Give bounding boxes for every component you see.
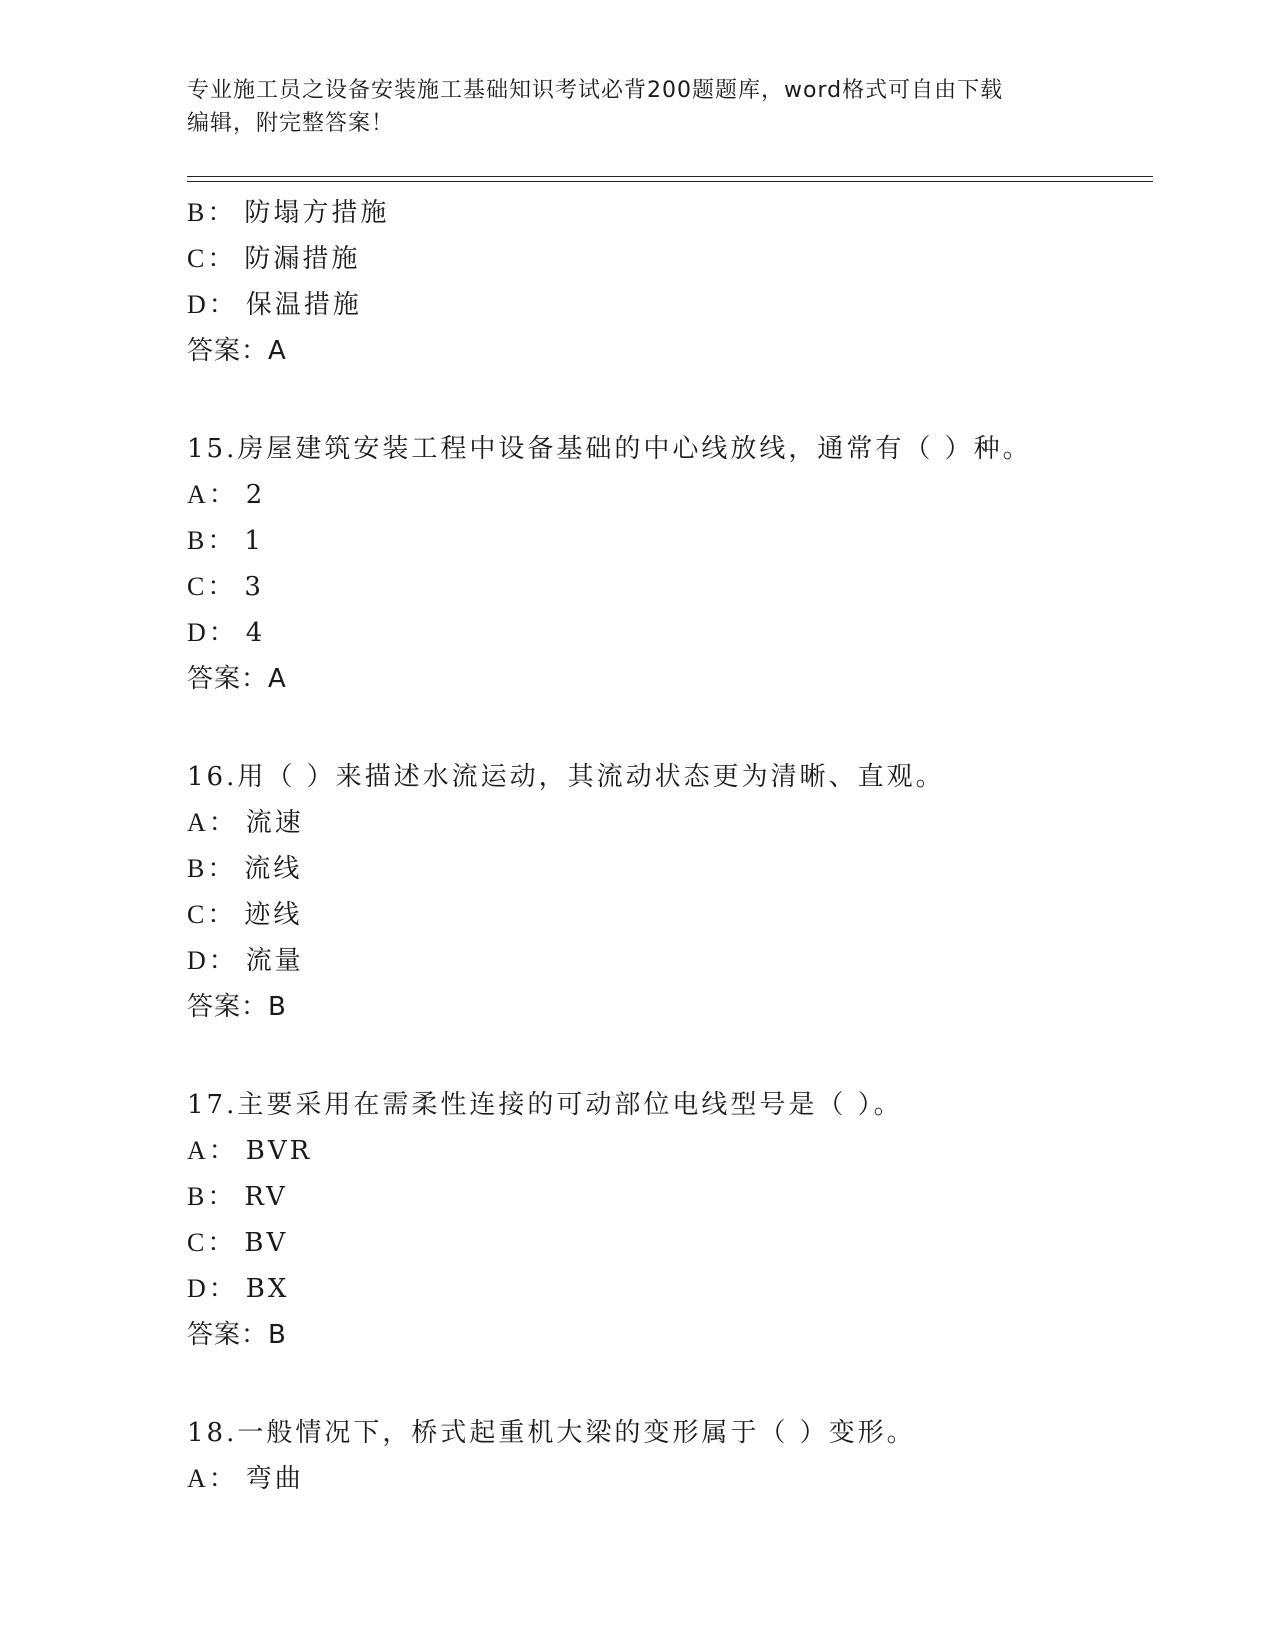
- header-line-1: 专业施工员之设备安装施工基础知识考试必背200题题库，word格式可自由下载: [187, 78, 1004, 103]
- answer-line: 答案：B: [187, 992, 287, 1022]
- option-c: C： BV: [187, 1228, 289, 1258]
- option-c: C： 3: [187, 572, 264, 602]
- question-15: [187, 426, 1153, 702]
- answer-line: 答案：B: [187, 1320, 287, 1350]
- question-stem: 18.一般情况下，桥式起重机大梁的变形属于（ ）变形。: [187, 1418, 916, 1448]
- header-line-2: 编辑，附完整答案！: [187, 111, 395, 136]
- question-stem: 16.用（ ）来描述水流运动，其流动状态更为清晰、直观。: [187, 762, 945, 792]
- question-stem: 15.房屋建筑安装工程中设备基础的中心线放线，通常有（ ）种。: [187, 434, 1032, 464]
- option-c: C： 防漏措施: [187, 244, 361, 274]
- option-a: A： BVR: [187, 1136, 313, 1166]
- document-header: [187, 74, 1087, 140]
- option-a: A： 流速: [187, 808, 304, 838]
- option-d: D： 保温措施: [187, 290, 362, 320]
- answer-line: 答案：A: [187, 336, 287, 366]
- question-continued: [187, 190, 1153, 374]
- option-d: D： 4: [187, 618, 266, 648]
- question-18: [187, 1410, 1153, 1502]
- option-d: D： 流量: [187, 946, 304, 976]
- question-list: [187, 190, 1153, 1502]
- option-a: A： 弯曲: [187, 1464, 304, 1494]
- header-divider-bottom: [187, 181, 1153, 182]
- question-17: [187, 1082, 1153, 1358]
- option-b: B： 流线: [187, 854, 303, 884]
- option-a: A： 2: [187, 480, 266, 510]
- option-b: B： 1: [187, 526, 264, 556]
- answer-line: 答案：A: [187, 664, 287, 694]
- question-stem: 17.主要采用在需柔性连接的可动部位电线型号是（ ）。: [187, 1090, 903, 1120]
- option-b: B： RV: [187, 1182, 288, 1212]
- option-b: B： 防塌方措施: [187, 198, 390, 228]
- header-divider-top: [187, 176, 1153, 177]
- option-d: D： BX: [187, 1274, 290, 1304]
- option-c: C： 迹线: [187, 900, 303, 930]
- question-16: [187, 754, 1153, 1030]
